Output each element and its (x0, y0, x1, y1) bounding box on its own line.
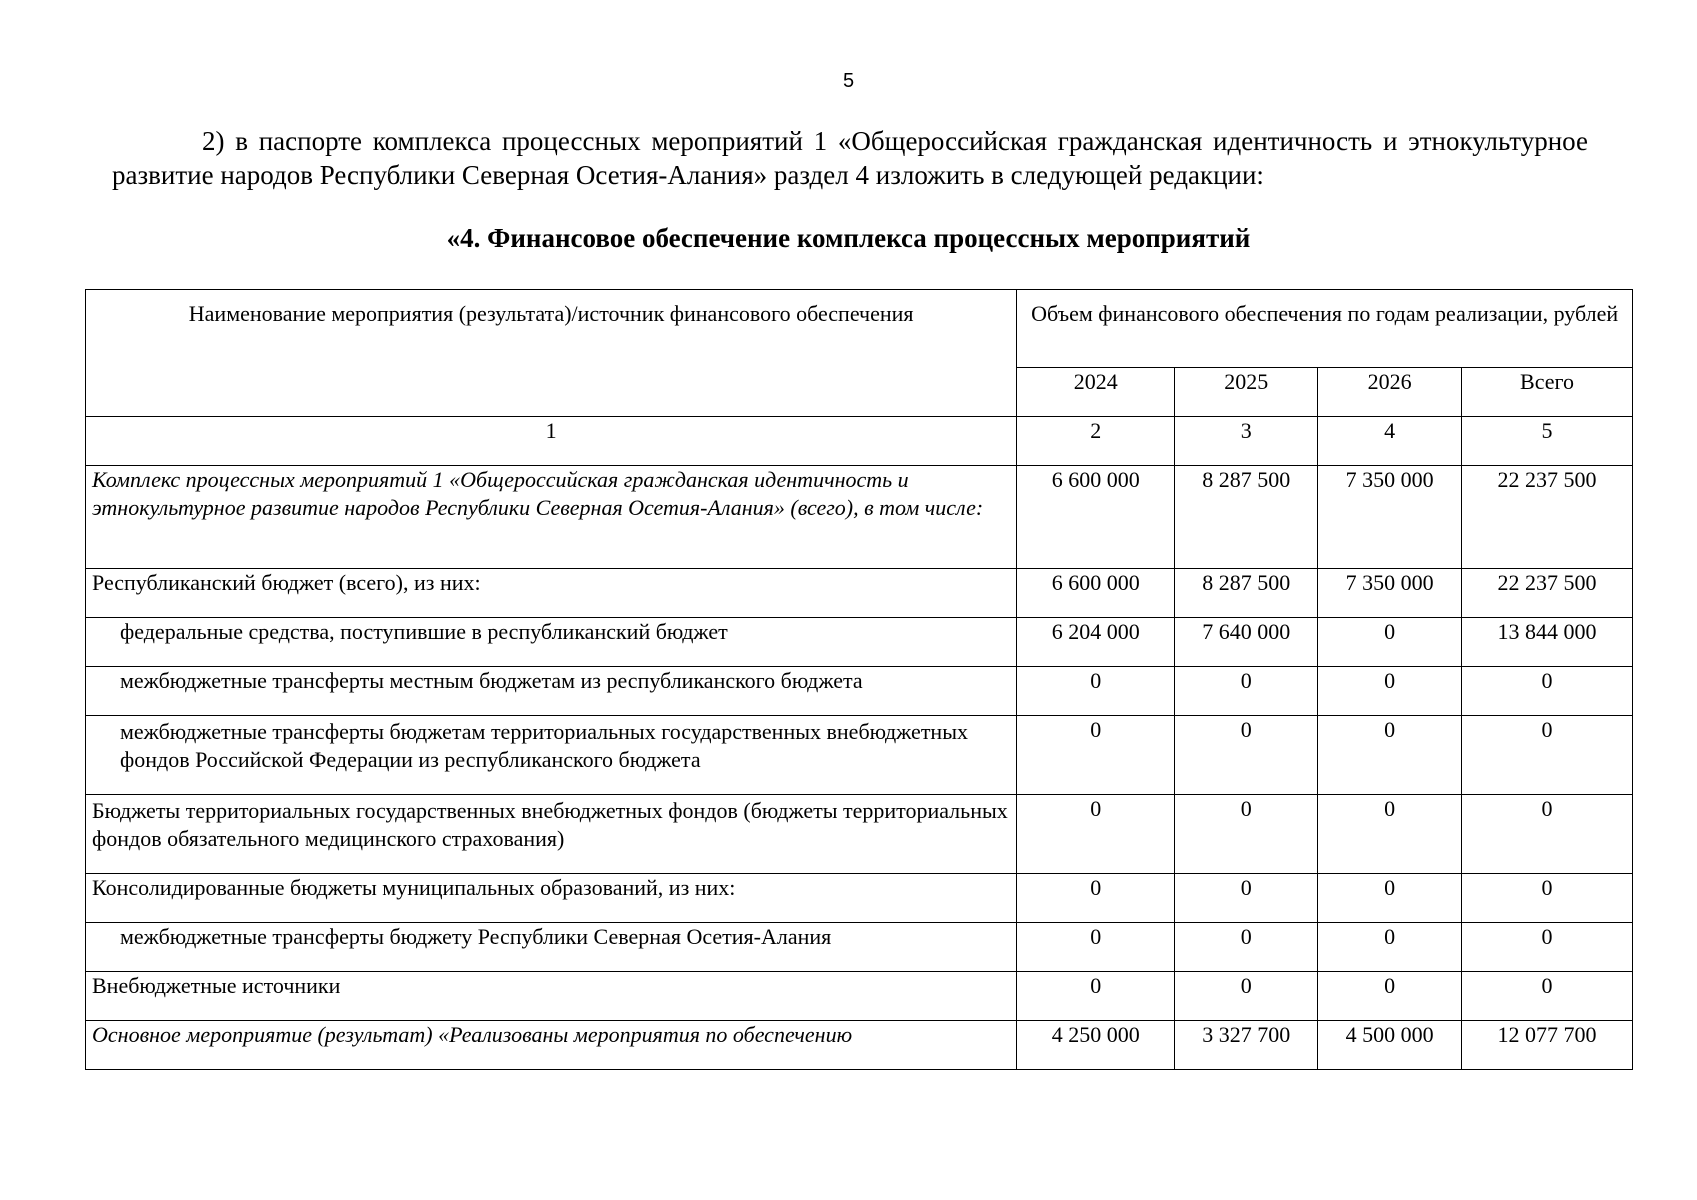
row-value-total: 0 (1462, 667, 1633, 716)
row-value-total: 0 (1462, 972, 1633, 1021)
column-number: 3 (1175, 417, 1318, 466)
row-label: Консолидированные бюджеты муниципальных образований, из них: (86, 874, 1017, 923)
row-value-2026: 0 (1318, 972, 1462, 1021)
column-number: 2 (1017, 417, 1175, 466)
financing-table (85, 289, 1633, 1070)
row-value-2026: 0 (1318, 874, 1462, 923)
row-value-2025: 7 640 000 (1175, 618, 1318, 667)
row-label: Внебюджетные источники (86, 972, 1017, 1021)
row-value-2025: 0 (1175, 716, 1318, 795)
row-label: федеральные средства, поступившие в республиканский бюджет (86, 618, 1017, 667)
row-value-2024: 6 600 000 (1017, 569, 1175, 618)
row-value-2024: 6 600 000 (1017, 466, 1175, 569)
header-name-cell: Наименование мероприятия (результата)/источник финансового обеспечения (86, 290, 1017, 417)
row-value-total: 0 (1462, 795, 1633, 874)
table-row (86, 923, 1633, 972)
row-label: Бюджеты территориальных государственных внебюджетных фондов (бюджеты территориальных фондов обязательного медицинского страхования) (86, 795, 1017, 874)
header-year-2025: 2025 (1175, 368, 1318, 417)
row-value-2025: 8 287 500 (1175, 466, 1318, 569)
table-row (86, 1021, 1633, 1070)
table-row (86, 795, 1633, 874)
row-value-2026: 0 (1318, 795, 1462, 874)
row-value-2025: 0 (1175, 795, 1318, 874)
section-title: «4. Финансовое обеспечение комплекса процессных мероприятий (446, 223, 1251, 253)
row-value-total: 12 077 700 (1462, 1021, 1633, 1070)
row-value-2024: 4 250 000 (1017, 1021, 1175, 1070)
row-value-2026: 4 500 000 (1318, 1021, 1462, 1070)
row-value-2024: 0 (1017, 795, 1175, 874)
row-value-total: 0 (1462, 923, 1633, 972)
row-label: межбюджетные трансферты местным бюджетам из республиканского бюджета (86, 667, 1017, 716)
row-value-2026: 0 (1318, 923, 1462, 972)
intro-paragraph: 2) в паспорте комплекса процессных мероприятий 1 «Общероссийская гражданская идентичность и этнокультурное развитие народов Республики Северная Осетия-Алания» раздел 4 изложить в следующей редакции: (112, 126, 1588, 190)
row-value-total: 13 844 000 (1462, 618, 1633, 667)
row-label: Республиканский бюджет (всего), из них: (86, 569, 1017, 618)
row-value-total: 22 237 500 (1462, 569, 1633, 618)
column-number: 4 (1318, 417, 1462, 466)
row-value-2024: 6 204 000 (1017, 618, 1175, 667)
row-value-2026: 0 (1318, 716, 1462, 795)
column-number-row (86, 417, 1633, 466)
table-row (86, 618, 1633, 667)
page-number: 5 (842, 70, 855, 92)
row-value-2024: 0 (1017, 972, 1175, 1021)
row-value-2025: 3 327 700 (1175, 1021, 1318, 1070)
row-value-2026: 7 350 000 (1318, 569, 1462, 618)
row-value-2024: 0 (1017, 716, 1175, 795)
row-label: межбюджетные трансферты бюджету Республики Северная Осетия-Алания (86, 923, 1017, 972)
row-value-2025: 0 (1175, 923, 1318, 972)
row-value-2025: 0 (1175, 972, 1318, 1021)
header-total: Всего (1462, 368, 1633, 417)
row-value-2025: 8 287 500 (1175, 569, 1318, 618)
table-row (86, 874, 1633, 923)
row-value-total: 0 (1462, 716, 1633, 795)
row-value-2024: 0 (1017, 874, 1175, 923)
header-volume-cell: Объем финансового обеспечения по годам реализации, рублей (1017, 290, 1633, 368)
table-row (86, 972, 1633, 1021)
row-value-2024: 0 (1017, 923, 1175, 972)
row-value-2025: 0 (1175, 667, 1318, 716)
column-number: 1 (86, 417, 1017, 466)
table-row (86, 569, 1633, 618)
table-row (86, 466, 1633, 569)
table-row (86, 716, 1633, 795)
header-year-2024: 2024 (1017, 368, 1175, 417)
row-label: Основное мероприятие (результат) «Реализованы мероприятия по обеспечению (86, 1021, 1017, 1070)
row-value-2025: 0 (1175, 874, 1318, 923)
row-value-total: 22 237 500 (1462, 466, 1633, 569)
row-value-2024: 0 (1017, 667, 1175, 716)
header-year-2026: 2026 (1318, 368, 1462, 417)
row-label: межбюджетные трансферты бюджетам территориальных государственных внебюджетных фондов Российской Федерации из республиканского бюджета (86, 716, 1017, 795)
row-label: Комплекс процессных мероприятий 1 «Общероссийская гражданская идентичность и этнокультурное развитие народов Республики Северная Осетия-Алания» (всего), в том числе: (86, 466, 1017, 569)
row-value-total: 0 (1462, 874, 1633, 923)
table-row (86, 667, 1633, 716)
row-value-2026: 0 (1318, 618, 1462, 667)
column-number: 5 (1462, 417, 1633, 466)
row-value-2026: 7 350 000 (1318, 466, 1462, 569)
row-value-2026: 0 (1318, 667, 1462, 716)
